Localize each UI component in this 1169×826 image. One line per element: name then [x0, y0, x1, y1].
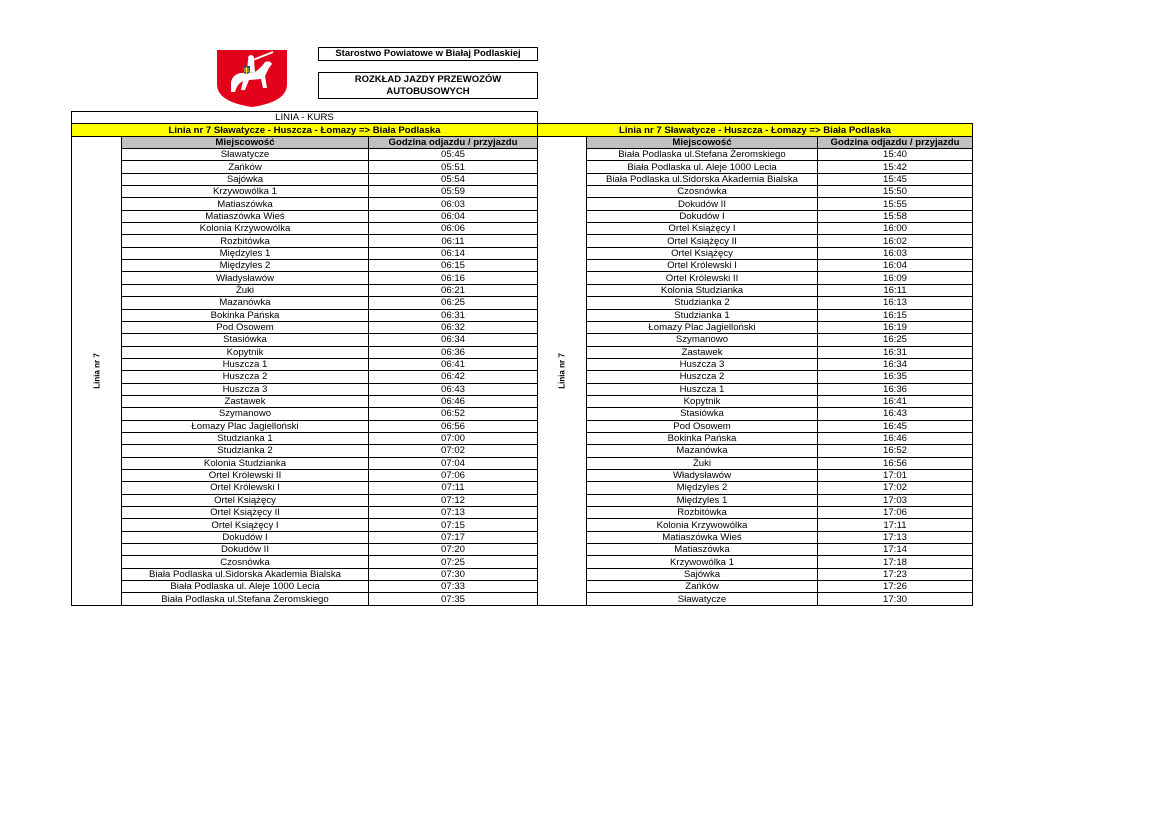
stop-outbound: Biała Podlaska ul. Aleje 1000 Lecia: [122, 581, 369, 593]
time-outbound: 06:56: [369, 420, 538, 432]
time-return: 16:13: [818, 297, 973, 309]
table-row: [72, 235, 973, 247]
table-row: [72, 173, 973, 185]
time-outbound: 06:31: [369, 309, 538, 321]
timetable: [71, 111, 973, 606]
time-return: 16:11: [818, 284, 973, 296]
table-row: [72, 272, 973, 284]
table-row: [72, 198, 973, 210]
table-row: [72, 581, 973, 593]
time-return: 17:11: [818, 519, 973, 531]
route-title-outbound: Linia nr 7 Sławatycze - Huszcza - Łomazy => Biała Podlaska: [72, 124, 538, 136]
col-place-return: Miejscowość: [587, 136, 818, 148]
time-outbound: 05:45: [369, 149, 538, 161]
stop-return: Studzianka 2: [587, 297, 818, 309]
time-return: 16:00: [818, 223, 973, 235]
stop-outbound: Zastawek: [122, 395, 369, 407]
table-row: [72, 186, 973, 198]
time-outbound: 07:30: [369, 568, 538, 580]
time-outbound: 05:59: [369, 186, 538, 198]
stop-outbound: Studzianka 1: [122, 432, 369, 444]
table-row: [72, 494, 973, 506]
stop-return: Międzyles 1: [587, 494, 818, 506]
route-title-return: Linia nr 7 Sławatycze - Huszcza - Łomazy => Biała Podlaska: [538, 124, 973, 136]
stop-return: Bokinka Pańska: [587, 432, 818, 444]
time-return: 16:52: [818, 445, 973, 457]
stop-return: Łomazy Plac Jagielloński: [587, 321, 818, 333]
time-outbound: 06:25: [369, 297, 538, 309]
line-label-return: Linia nr 7: [538, 136, 587, 605]
table-row: [72, 161, 973, 173]
time-return: 16:15: [818, 309, 973, 321]
stop-return: Kopytnik: [587, 395, 818, 407]
table-row: [72, 432, 973, 444]
time-outbound: 07:00: [369, 432, 538, 444]
stop-return: Żuki: [587, 457, 818, 469]
table-row: [72, 383, 973, 395]
stop-return: Zańków: [587, 581, 818, 593]
time-outbound: 06:21: [369, 284, 538, 296]
time-outbound: 06:42: [369, 371, 538, 383]
time-return: 15:40: [818, 149, 973, 161]
stop-return: Krzywowólka 1: [587, 556, 818, 568]
stop-outbound: Rozbitówka: [122, 235, 369, 247]
table-row: [72, 519, 973, 531]
stop-outbound: Biała Podlaska ul.Sidorska Akademia Bialska: [122, 568, 369, 580]
time-return: 16:34: [818, 358, 973, 370]
time-return: 17:06: [818, 507, 973, 519]
time-return: 16:19: [818, 321, 973, 333]
header-row: [72, 136, 973, 148]
stop-return: Dokudów I: [587, 210, 818, 222]
stop-outbound: Łomazy Plac Jagielloński: [122, 420, 369, 432]
table-row: [72, 334, 973, 346]
stop-return: Matiaszówka Wieś: [587, 531, 818, 543]
time-return: 17:14: [818, 544, 973, 556]
time-return: 16:25: [818, 334, 973, 346]
table-row: [72, 321, 973, 333]
stop-outbound: Zańków: [122, 161, 369, 173]
time-outbound: 07:13: [369, 507, 538, 519]
caption-empty: [538, 112, 973, 124]
stop-outbound: Kopytnik: [122, 346, 369, 358]
stop-outbound: Huszcza 3: [122, 383, 369, 395]
stop-outbound: Sławatycze: [122, 149, 369, 161]
stop-outbound: Szymanowo: [122, 408, 369, 420]
stop-outbound: Kolonia Studzianka: [122, 457, 369, 469]
time-return: 17:30: [818, 593, 973, 605]
table-row: [72, 445, 973, 457]
office-title: Starostwo Powiatowe w Białaj Podlaskiej: [318, 47, 538, 61]
stop-return: Kolonia Krzywowólka: [587, 519, 818, 531]
stop-outbound: Ortel Królewski II: [122, 469, 369, 481]
time-return: 16:03: [818, 247, 973, 259]
stop-return: Biała Podlaska ul.Stefana Żeromskiego: [587, 149, 818, 161]
route-title-row: [72, 124, 973, 136]
col-time-return: Godzina odjazdu / przyjazdu: [818, 136, 973, 148]
time-outbound: 07:12: [369, 494, 538, 506]
time-outbound: 07:33: [369, 581, 538, 593]
line-label-outbound: Linia nr 7: [72, 136, 122, 605]
time-return: 17:13: [818, 531, 973, 543]
time-outbound: 06:52: [369, 408, 538, 420]
col-time-outbound: Godzina odjazdu / przyjazdu: [369, 136, 538, 148]
stop-return: Ortel Książęcy II: [587, 235, 818, 247]
stop-outbound: Dokudów I: [122, 531, 369, 543]
time-outbound: 06:15: [369, 260, 538, 272]
time-outbound: 06:43: [369, 383, 538, 395]
stop-outbound: Międzyles 1: [122, 247, 369, 259]
table-row: [72, 149, 973, 161]
time-outbound: 06:36: [369, 346, 538, 358]
table-row: [72, 544, 973, 556]
time-outbound: 06:32: [369, 321, 538, 333]
time-return: 16:35: [818, 371, 973, 383]
time-outbound: 06:11: [369, 235, 538, 247]
stop-return: Mazanówka: [587, 445, 818, 457]
time-return: 16:43: [818, 408, 973, 420]
time-return: 16:41: [818, 395, 973, 407]
time-outbound: 07:20: [369, 544, 538, 556]
table-row: [72, 309, 973, 321]
stop-return: Rozbitówka: [587, 507, 818, 519]
stop-return: Sławatycze: [587, 593, 818, 605]
stop-outbound: Pod Osowem: [122, 321, 369, 333]
time-outbound: 06:34: [369, 334, 538, 346]
stop-outbound: Studzianka 2: [122, 445, 369, 457]
time-return: 15:55: [818, 198, 973, 210]
time-return: 15:45: [818, 173, 973, 185]
table-row: [72, 408, 973, 420]
stop-outbound: Mazanówka: [122, 297, 369, 309]
stop-outbound: Huszcza 1: [122, 358, 369, 370]
table-row: [72, 469, 973, 481]
time-return: 15:42: [818, 161, 973, 173]
time-outbound: 06:06: [369, 223, 538, 235]
stop-return: Biała Podlaska ul.Sidorska Akademia Bialska: [587, 173, 818, 185]
stop-outbound: Ortel Książęcy I: [122, 519, 369, 531]
stop-outbound: Huszcza 2: [122, 371, 369, 383]
table-row: [72, 358, 973, 370]
table-row: [72, 260, 973, 272]
stop-return: Sajówka: [587, 568, 818, 580]
time-return: 16:46: [818, 432, 973, 444]
stop-outbound: Kolonia Krzywowólka: [122, 223, 369, 235]
time-return: 16:36: [818, 383, 973, 395]
time-return: 17:23: [818, 568, 973, 580]
time-return: 17:18: [818, 556, 973, 568]
time-outbound: 07:25: [369, 556, 538, 568]
time-outbound: 05:51: [369, 161, 538, 173]
stop-return: Ortel Książęcy: [587, 247, 818, 259]
stop-return: Biała Podlaska ul. Aleje 1000 Lecia: [587, 161, 818, 173]
table-row: [72, 284, 973, 296]
stop-return: Kolonia Studzianka: [587, 284, 818, 296]
stop-outbound: Matiaszówka Wieś: [122, 210, 369, 222]
stop-outbound: Międzyles 2: [122, 260, 369, 272]
document-title: [318, 72, 538, 99]
time-outbound: 06:41: [369, 358, 538, 370]
stop-outbound: Sajówka: [122, 173, 369, 185]
stop-outbound: Dokudów II: [122, 544, 369, 556]
time-return: 17:26: [818, 581, 973, 593]
table-row: [72, 556, 973, 568]
stop-outbound: Biała Podlaska ul.Stefana Żeromskiego: [122, 593, 369, 605]
time-outbound: 07:11: [369, 482, 538, 494]
table-row: [72, 420, 973, 432]
stop-outbound: Ortel Książęcy II: [122, 507, 369, 519]
stop-outbound: Stasiówka: [122, 334, 369, 346]
table-row: [72, 371, 973, 383]
stop-return: Czosnówka: [587, 186, 818, 198]
stop-return: Studzianka 1: [587, 309, 818, 321]
table-row: [72, 247, 973, 259]
crest-icon: [215, 48, 289, 108]
caption-row: [72, 112, 973, 124]
table-row: [72, 395, 973, 407]
stop-return: Huszcza 3: [587, 358, 818, 370]
stop-outbound: Władysławów: [122, 272, 369, 284]
stop-return: Szymanowo: [587, 334, 818, 346]
time-outbound: 07:35: [369, 593, 538, 605]
time-return: 16:04: [818, 260, 973, 272]
stop-outbound: Bokinka Pańska: [122, 309, 369, 321]
time-outbound: 07:04: [369, 457, 538, 469]
time-outbound: 06:14: [369, 247, 538, 259]
time-outbound: 06:03: [369, 198, 538, 210]
stop-return: Dokudów II: [587, 198, 818, 210]
stop-return: Matiaszówka: [587, 544, 818, 556]
time-return: 17:03: [818, 494, 973, 506]
stop-return: Zastawek: [587, 346, 818, 358]
stop-return: Ortel Królewski II: [587, 272, 818, 284]
stop-outbound: Krzywowólka 1: [122, 186, 369, 198]
stop-return: Władysławów: [587, 469, 818, 481]
time-outbound: 06:04: [369, 210, 538, 222]
table-row: [72, 297, 973, 309]
time-return: 16:31: [818, 346, 973, 358]
table-row: [72, 210, 973, 222]
time-outbound: 05:54: [369, 173, 538, 185]
stop-outbound: Ortel Książęcy: [122, 494, 369, 506]
table-row: [72, 346, 973, 358]
time-return: 17:02: [818, 482, 973, 494]
col-place-outbound: Miejscowość: [122, 136, 369, 148]
table-row: [72, 531, 973, 543]
time-outbound: 07:15: [369, 519, 538, 531]
time-outbound: 07:02: [369, 445, 538, 457]
document-title-line2: AUTOBUSOWYCH: [386, 86, 470, 97]
stop-return: Stasiówka: [587, 408, 818, 420]
time-outbound: 06:16: [369, 272, 538, 284]
time-return: 17:01: [818, 469, 973, 481]
table-row: [72, 482, 973, 494]
stop-outbound: Matiaszówka: [122, 198, 369, 210]
table-row: [72, 593, 973, 605]
time-outbound: 07:17: [369, 531, 538, 543]
time-return: 16:45: [818, 420, 973, 432]
stop-return: Ortel Królewski I: [587, 260, 818, 272]
table-row: [72, 223, 973, 235]
table-row: [72, 507, 973, 519]
time-return: 16:09: [818, 272, 973, 284]
stop-return: Huszcza 2: [587, 371, 818, 383]
stop-return: Międzyles 2: [587, 482, 818, 494]
table-row: [72, 568, 973, 580]
stop-return: Ortel Książęcy I: [587, 223, 818, 235]
time-return: 15:50: [818, 186, 973, 198]
document-title-line1: ROZKŁAD JAZDY PRZEWOZÓW: [354, 74, 502, 85]
stop-return: Huszcza 1: [587, 383, 818, 395]
table-caption: LINIA - KURS: [72, 112, 538, 124]
time-return: 16:56: [818, 457, 973, 469]
time-outbound: 07:06: [369, 469, 538, 481]
time-outbound: 06:46: [369, 395, 538, 407]
stop-return: Pod Osowem: [587, 420, 818, 432]
stop-outbound: Ortel Królewski I: [122, 482, 369, 494]
stop-outbound: Żuki: [122, 284, 369, 296]
table-row: [72, 457, 973, 469]
time-return: 16:02: [818, 235, 973, 247]
stop-outbound: Czosnówka: [122, 556, 369, 568]
time-return: 15:58: [818, 210, 973, 222]
